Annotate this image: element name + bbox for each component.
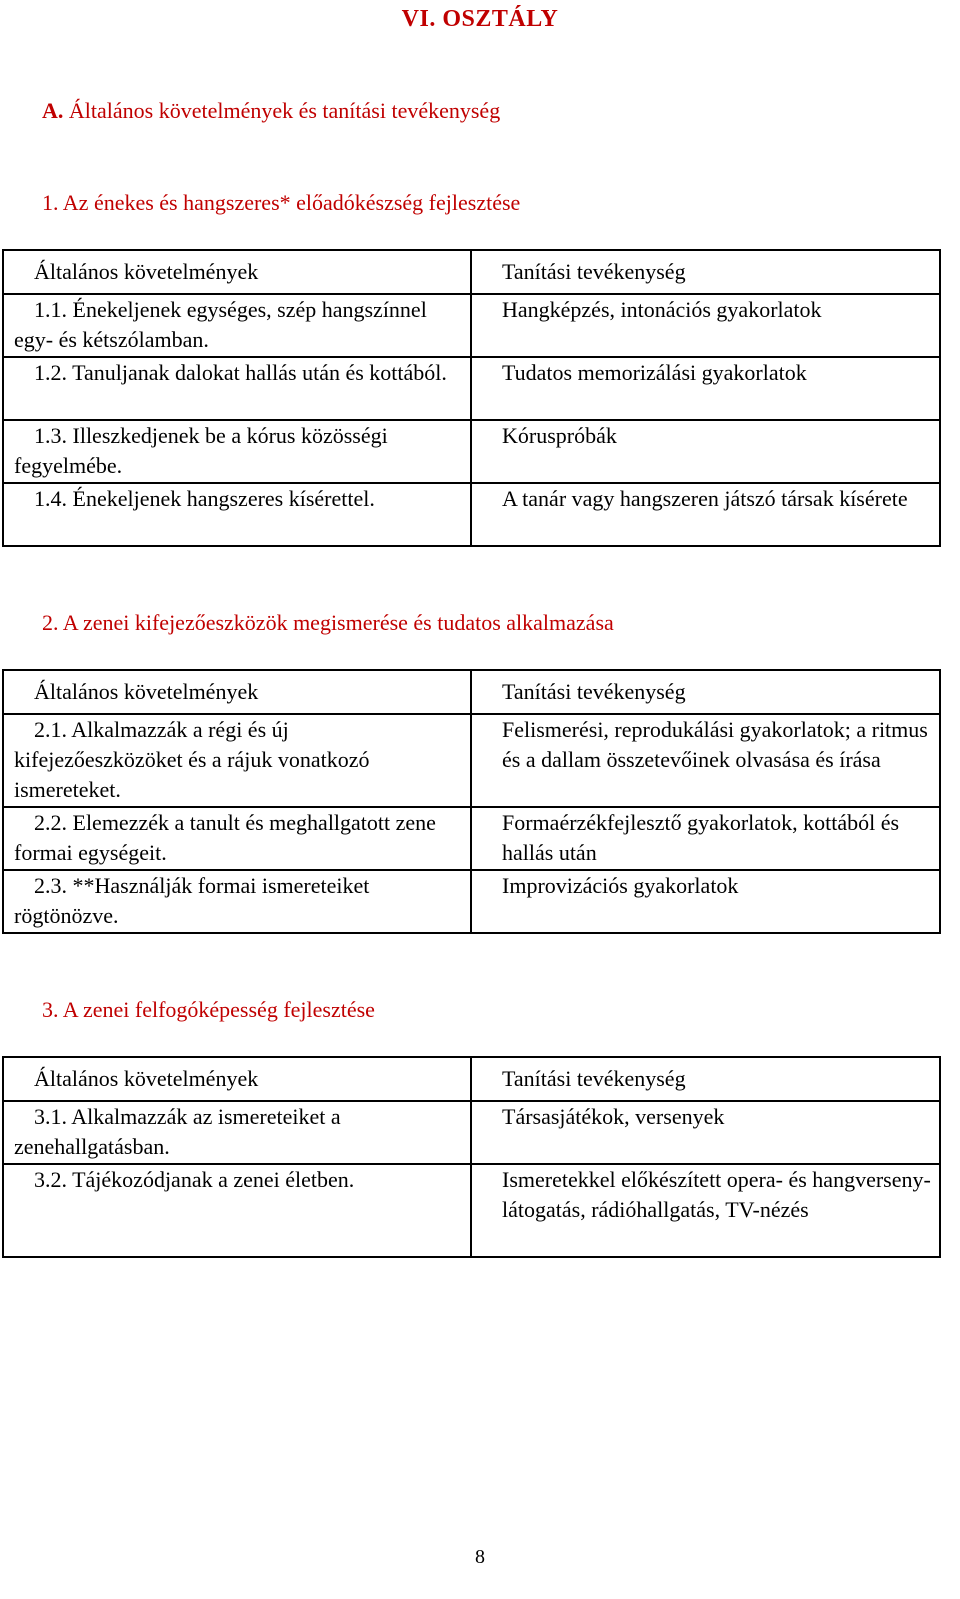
table-row (3, 1101, 940, 1164)
requirement-cell: 2.2. Elemezzék a tanult és meghallgatott zene formai egységeit. (3, 807, 471, 870)
requirement-cell: 3.2. Tájékozódjanak a zenei életben. (3, 1164, 471, 1257)
activity-cell: Felismerési, reprodukálási gyakorlatok; a ritmus és a dallam összetevőinek olvasása és írása (471, 714, 940, 807)
activity-cell: Formaérzékfejlesztő gyakorlatok, kottából és hallás után (471, 807, 940, 870)
section-3-table (2, 1056, 941, 1258)
activity-cell: Tudatos memorizálási gyakorlatok (471, 357, 940, 420)
table-row (3, 714, 940, 807)
col-header-activities: Tanítási tevékenység (471, 670, 940, 714)
requirement-cell: 2.1. Alkalmazzák a régi és új kifejezőeszközöket és a rájuk vonatkozó ismereteket. (3, 714, 471, 807)
section-1-table (2, 249, 941, 547)
activity-cell: A tanár vagy hangszeren játszó társak kísérete (471, 483, 940, 546)
activity-cell: Társasjátékok, versenyek (471, 1101, 940, 1164)
activity-cell: Improvizációs gyakorlatok (471, 870, 940, 933)
document-title: VI. OSZTÁLY (401, 6, 559, 32)
table-header-row (3, 670, 940, 714)
section-a-letter: A. (42, 98, 64, 123)
requirement-cell: 1.3. Illeszkedjenek be a kórus közösségi fegyelmébe. (3, 420, 471, 483)
section-1-heading: 1. Az énekes és hangszeres* előadókészség fejlesztése (42, 190, 521, 215)
section-2-table (2, 669, 941, 934)
activity-cell: Hangképzés, intonációs gyakorlatok (471, 294, 940, 357)
col-header-requirements: Általános követelmények (3, 1057, 471, 1101)
table-row (3, 1164, 940, 1257)
col-header-requirements: Általános követelmények (3, 670, 471, 714)
table-row (3, 420, 940, 483)
col-header-requirements: Általános követelmények (3, 250, 471, 294)
activity-cell: Kóruspróbák (471, 420, 940, 483)
section-2-heading: 2. A zenei kifejezőeszközök megismerése és tudatos alkalmazása (42, 610, 614, 635)
requirement-cell: 1.4. Énekeljenek hangszeres kísérettel. (3, 483, 471, 546)
col-header-activities: Tanítási tevékenység (471, 250, 940, 294)
table-header-row (3, 1057, 940, 1101)
requirement-cell: 1.2. Tanuljanak dalokat hallás után és kottából. (3, 357, 471, 420)
page-number: 8 (475, 1546, 485, 1568)
col-header-activities: Tanítási tevékenység (471, 1057, 940, 1101)
section-3-heading: 3. A zenei felfogóképesség fejlesztése (42, 997, 375, 1022)
activity-cell: Ismeretekkel előkészített opera- és hangverseny-látogatás, rádióhallgatás, TV-nézés (471, 1164, 940, 1257)
table-row (3, 483, 940, 546)
requirement-cell: 1.1. Énekeljenek egységes, szép hangszínnel egy- és kétszólamban. (3, 294, 471, 357)
section-a-text: Általános követelmények és tanítási tevékenység (68, 98, 501, 123)
table-row (3, 807, 940, 870)
requirement-cell: 3.1. Alkalmazzák az ismereteiket a zenehallgatásban. (3, 1101, 471, 1164)
table-row (3, 870, 940, 933)
table-row (3, 294, 940, 357)
requirement-cell: 2.3. **Használják formai ismereteiket rögtönözve. (3, 870, 471, 933)
section-a-heading (42, 98, 500, 124)
table-row (3, 357, 940, 420)
table-header-row (3, 250, 940, 294)
